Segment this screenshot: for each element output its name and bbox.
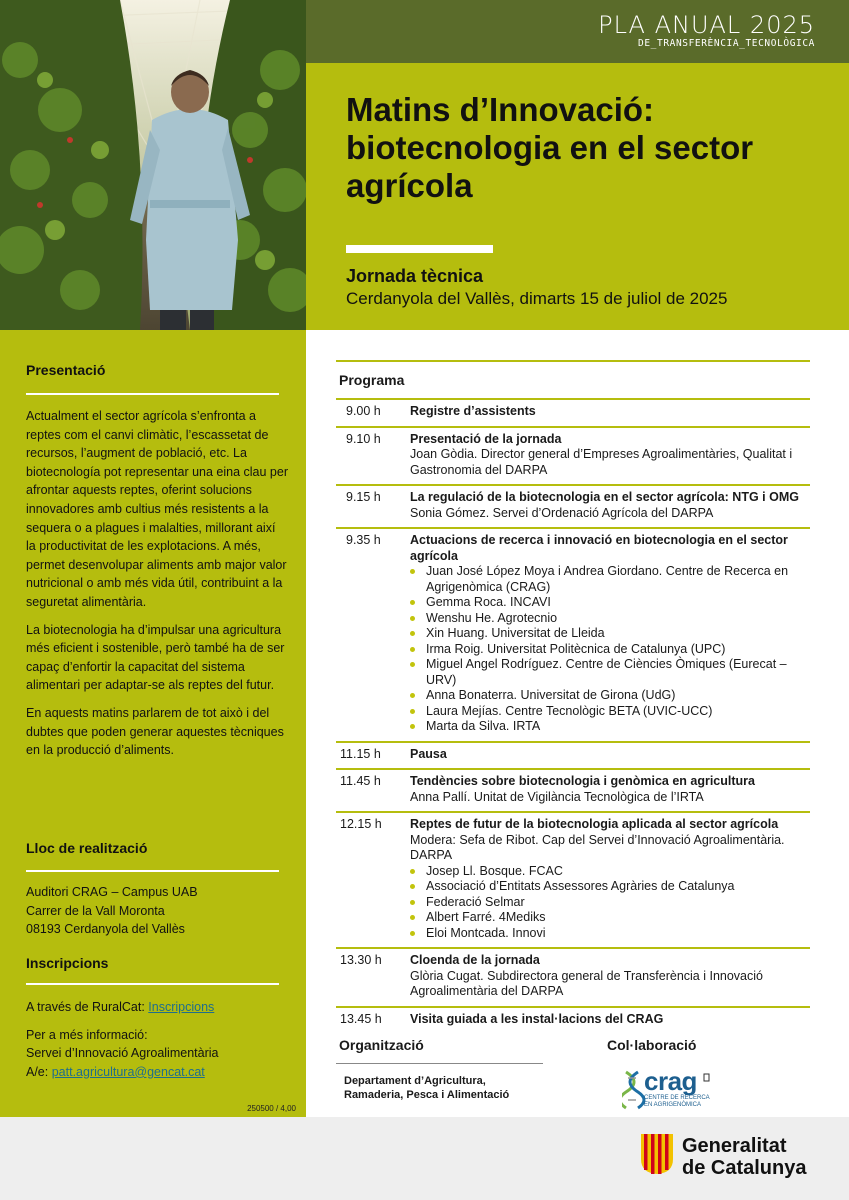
greenhouse-illustration	[0, 0, 306, 330]
programa-heading: Programa	[339, 372, 405, 388]
generalitat-logo-text	[682, 1135, 806, 1179]
programa-row	[336, 484, 810, 527]
speaker-list	[410, 564, 802, 735]
inscripcions-heading: Inscripcions	[26, 955, 109, 971]
row-time: 9.15 h	[346, 490, 381, 504]
row-title: Tendències sobre biotecnologia i genòmica en agricultura	[410, 774, 755, 788]
programa-row	[336, 527, 810, 741]
row-time: 9.00 h	[346, 404, 381, 418]
programa-row	[336, 398, 810, 426]
programa-row	[336, 426, 810, 485]
email-prefix: A/e:	[26, 1064, 52, 1079]
row-time: 11.45 h	[340, 774, 381, 788]
inscripcions-text	[26, 998, 288, 1081]
event-type: Jornada tècnica	[346, 266, 484, 286]
organitzacio-divider	[336, 1063, 543, 1064]
greenhouse-photo	[0, 0, 306, 330]
address-line: Carrer de la Vall Moronta	[26, 903, 165, 918]
inscripcions-link[interactable]: Inscripcions	[148, 1000, 215, 1014]
speaker-item: Anna Bonaterra. Universitat de Girona (UdG)	[410, 688, 802, 704]
plan-anual-title: PLA ANUAL 2025	[598, 11, 815, 39]
page-title: Matins d’Innovació: biotecnologia en el sector agrícola	[346, 91, 754, 204]
presentacio-paragraph: La biotecnologia ha d’impulsar una agricultura més eficient i sostenible, però també ha de ser capaç d’enfortir la capacitat del sistema alimentari per adaptar-se als reptes del futur.	[26, 622, 285, 693]
generalitat-line2: de Catalunya	[682, 1157, 807, 1179]
lloc-heading: Lloc de realització	[26, 840, 148, 856]
email-link[interactable]: patt.agricultura@gencat.cat	[51, 1064, 205, 1079]
programa-list	[336, 398, 810, 1030]
presentacio-paragraph: Actualment el sector agrícola s’enfronta a reptes com el canvi climàtic, l’escassetat de recursos, l’augment de població, etc. La biotecnología pot representar una eina clau per afrontar aquests reptes, oferint solucions innovadores amb cultius més resistents a la sequera o a plagues i malalties, millorant així la productivitat de les explotacions. A més, permet desenvolupar aliments amb major valor nutricional o amb més vida útil, contribuint a la seguretat alimentària.	[26, 409, 288, 609]
presentacio-heading: Presentació	[26, 362, 106, 378]
programa-divider	[336, 360, 810, 362]
row-title: Reptes de futur de la biotecnologia aplicada al sector agrícola	[410, 817, 779, 831]
speaker-item: Gemma Roca. INCAVI	[410, 595, 802, 611]
row-title: La regulació de la biotecnologia en el sector agrícola: NTG i OMG	[410, 490, 799, 504]
presentacio-paragraph: En aquests matins parlarem de tot això i del dubtes que poden generar aquestes tècniques en la producció d’aliments.	[26, 705, 284, 758]
speaker-item: Marta da Silva. IRTA	[410, 719, 802, 735]
crag-logo	[622, 1068, 722, 1112]
ruralcat-line	[26, 998, 288, 1017]
programa-row	[336, 741, 810, 769]
generalitat-emblem-icon	[640, 1133, 674, 1175]
row-detail: Modera: Sefa de Ribot. Cap del Servei d’Innovació Agroalimentària. DARPA	[410, 832, 785, 862]
programa-row	[336, 811, 810, 947]
header-banner	[306, 0, 849, 63]
speaker-item: Miguel Angel Rodríguez. Centre de Ciències Òmiques (Eurecat – URV)	[410, 657, 802, 688]
crag-logo-subtitle: CENTRE DE RECERCA EN AGRIGENÒMICA	[644, 1095, 710, 1108]
speaker-item: Wenshu He. Agrotecnio	[410, 611, 802, 627]
row-time: 13.30 h	[340, 953, 382, 967]
organitzacio-heading: Organització	[339, 1037, 424, 1053]
row-title: Presentació de la jornada	[410, 431, 562, 446]
address-line: 08193 Cerdanyola del Vallès	[26, 922, 185, 937]
row-time: 9.35 h	[346, 533, 381, 547]
speaker-list	[410, 864, 802, 942]
row-time: 9.10 h	[346, 431, 381, 446]
section-divider	[26, 393, 279, 395]
ruralcat-prefix: A través de RuralCat:	[26, 1000, 149, 1014]
row-detail: Joan Gòdia. Director general d’Empreses Agroalimentàries, Qualitat i Gastronomia del DARPA	[410, 447, 793, 477]
info-line: Per a més informació:	[26, 1027, 148, 1042]
row-title: Cloenda de la jornada	[410, 953, 540, 967]
row-time: 11.15 h	[340, 746, 381, 761]
speaker-item: Associació d’Entitats Assessores Agràries de Catalunya	[410, 879, 802, 895]
collaboracio-heading: Col·laboració	[607, 1037, 697, 1053]
row-title: Visita guiada a les instal·lacions del CRAG	[410, 1011, 664, 1026]
generalitat-line1: Generalitat	[682, 1135, 787, 1157]
speaker-item: Federació Selmar	[410, 895, 802, 911]
row-time: 12.15 h	[340, 817, 382, 831]
organitzacio-name: Departament d’Agricultura, Ramaderia, Pesca i Alimentació	[344, 1075, 510, 1101]
speaker-item: Albert Farré. 4Mediks	[410, 910, 802, 926]
speaker-item: Josep Ll. Bosque. FCAC	[410, 864, 802, 880]
reference-code: 250500 / 4,00	[247, 1104, 296, 1113]
speaker-item: Xin Huang. Universitat de Lleida	[410, 626, 802, 642]
row-title: Registre d’assistents	[410, 404, 536, 418]
section-divider	[26, 870, 279, 872]
crag-logo-text: crag	[644, 1066, 697, 1096]
row-detail: Glòria Cugat. Subdirectora general de Transferència i Innovació Agroalimentària del DARPA	[410, 968, 763, 998]
programa-row	[336, 1006, 810, 1031]
left-sidebar	[0, 330, 306, 1117]
row-time: 13.45 h	[340, 1011, 382, 1026]
row-detail: Anna Pallí. Unitat de Vigilància Tecnològica de l’IRTA	[410, 789, 704, 804]
title-block	[306, 63, 849, 330]
lloc-address	[26, 883, 288, 939]
speaker-item: Juan José López Moya i Andrea Giordano. Centre de Recerca en Agrigenòmica (CRAG)	[410, 564, 802, 595]
event-place-date: Cerdanyola del Vallès, dimarts 15 de juliol de 2025	[346, 289, 728, 308]
presentacio-text	[26, 407, 288, 769]
speaker-item: Eloi Montcada. Innovi	[410, 926, 802, 942]
title-divider	[346, 245, 493, 253]
row-title: Pausa	[410, 746, 447, 761]
speaker-item: Irma Roig. Universitat Politècnica de Catalunya (UPC)	[410, 642, 802, 658]
programa-row	[336, 768, 810, 811]
programa-row	[336, 947, 810, 1006]
info-line: Servei d’Innovació Agroalimentària	[26, 1046, 219, 1061]
section-divider	[26, 983, 279, 985]
address-line: Auditori CRAG – Campus UAB	[26, 885, 198, 899]
row-detail: Sonia Gómez. Servei d’Ordenació Agrícola del DARPA	[410, 505, 714, 520]
plan-anual-subtitle: DE_TRANSFERÈNCIA_TECNOLÒGICA	[638, 38, 815, 49]
speaker-item: Laura Mejías. Centre Tecnològic BETA (UVIC-UCC)	[410, 704, 802, 720]
email-line	[26, 1063, 288, 1082]
row-title: Actuacions de recerca i innovació en biotecnologia en el sector agrícola	[410, 533, 788, 563]
